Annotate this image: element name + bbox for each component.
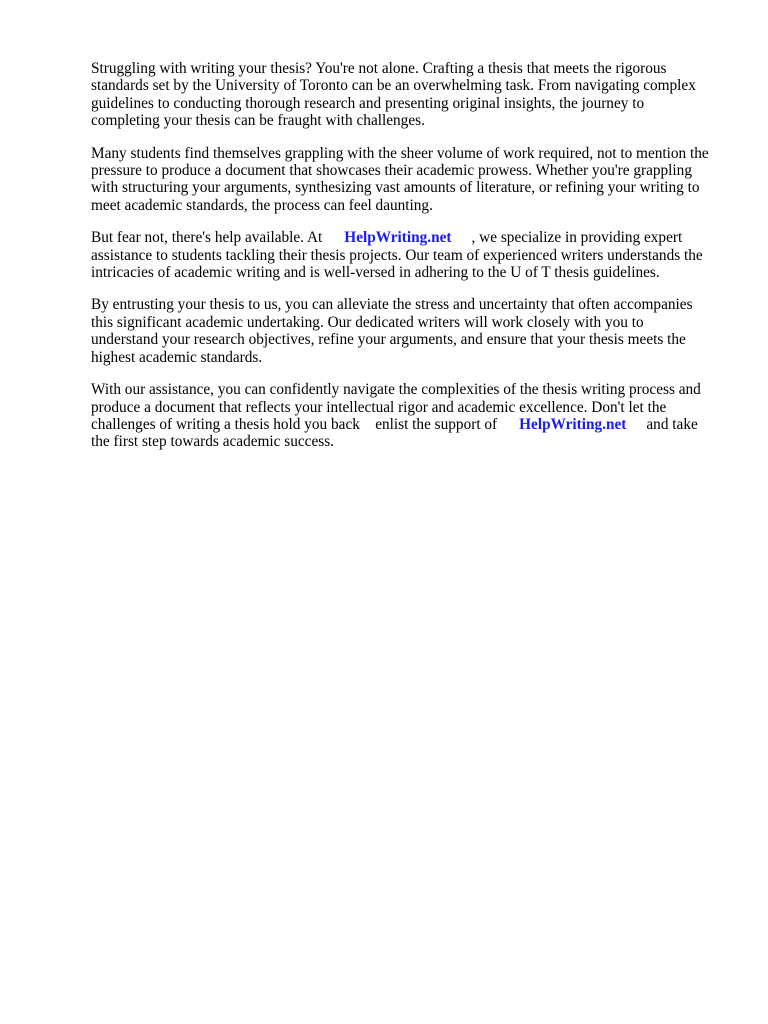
paragraph-intro	[91, 60, 731, 130]
text-line	[91, 416, 731, 433]
paragraph-entrusting	[91, 296, 731, 366]
helpwriting-link[interactable]: HelpWriting.net	[344, 229, 452, 247]
helpwriting-link[interactable]: HelpWriting.net	[519, 415, 627, 433]
text-line: intricacies of academic writing and is well-versed in adhering to the U of T thesis guidelines.	[91, 264, 660, 282]
text-line: completing your thesis can be fraught with challenges.	[91, 112, 425, 130]
paragraph-challenges	[91, 145, 731, 215]
text-line: produce a document that reflects your intellectual rigor and academic excellence. Don't let the	[91, 398, 667, 416]
text-line: this significant academic undertaking. Our dedicated writers will work closely with you to	[91, 313, 644, 331]
text-line: With our assistance, you can confidently navigate the complexities of the thesis writing process and	[91, 381, 701, 399]
text-fragment: , we specialize in providing expert	[471, 229, 683, 247]
text-fragment: challenges of writing a thesis hold you back enlist the support of	[91, 415, 498, 433]
text-fragment: But fear not, there's help available. At	[91, 229, 323, 247]
text-line: meet academic standards, the process can feel daunting.	[91, 196, 433, 214]
paragraph-conclusion	[91, 381, 731, 451]
text-line: assistance to students tackling their thesis projects. Our team of experienced writers understands the	[91, 246, 703, 264]
text-line: highest academic standards.	[91, 348, 263, 366]
text-line: understand your research objectives, refine your arguments, and ensure that your thesis meets the	[91, 331, 686, 349]
text-line: By entrusting your thesis to us, you can alleviate the stress and uncertainty that often accompanies	[91, 296, 693, 314]
text-line: Many students find themselves grappling with the sheer volume of work required, not to mention the	[91, 144, 709, 162]
text-line: pressure to produce a document that showcases their academic prowess. Whether you're grappling	[91, 162, 692, 180]
text-line: standards set by the University of Toronto can be an overwhelming task. From navigating complex	[91, 77, 696, 95]
text-line: Struggling with writing your thesis? You're not alone. Crafting a thesis that meets the rigorous	[91, 60, 667, 77]
paragraph-help	[91, 229, 731, 281]
text-line: with structuring your arguments, synthesizing vast amounts of literature, or refining your writing to	[91, 179, 700, 197]
text-line: guidelines to conducting thorough research and presenting original insights, the journey to	[91, 94, 645, 112]
document-body	[91, 60, 731, 466]
text-line: the first step towards academic success.	[91, 433, 334, 451]
text-fragment: and take	[646, 415, 698, 433]
text-line	[91, 229, 731, 246]
